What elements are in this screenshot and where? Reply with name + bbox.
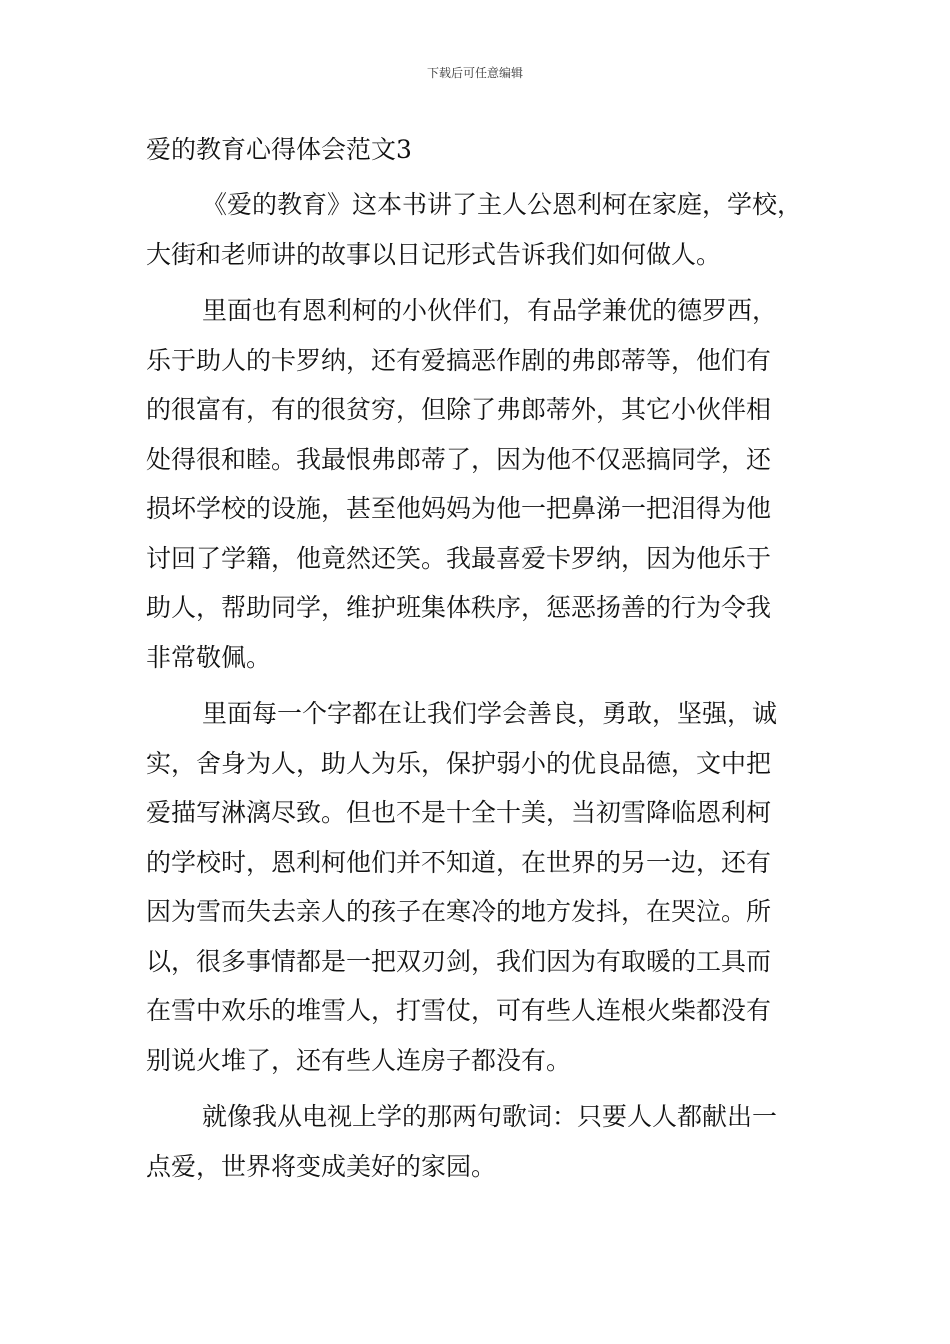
- text-line: 助人，帮助同学，维护班集体秩序，惩恶扬善的行为令我: [146, 593, 772, 622]
- text-line: 处得很和睦。我最恨弗郎蒂了，因为他不仅恶搞同学，还: [146, 444, 772, 474]
- page-header-note: 下载后可任意编辑: [426, 66, 523, 80]
- paragraph-4: [146, 1092, 826, 1191]
- text-line: 大街和老师讲的故事以日记形式告诉我们如何做人。: [146, 239, 722, 269]
- paragraph-2: [146, 286, 826, 682]
- paragraph-3: [146, 689, 826, 1085]
- text-line: 点爱，世界将变成美好的家园。: [146, 1151, 497, 1181]
- text-line: 非常敬佩。: [146, 642, 272, 672]
- document-title: 爱的教育心得体会范文3: [146, 135, 412, 164]
- text-line: 《爱的教育》这本书讲了主人公恩利柯在家庭，学校，: [202, 190, 803, 219]
- text-line: 讨回了学籍，他竟然还笑。我最喜爱卡罗纳，因为他乐于: [146, 543, 772, 573]
- text-line: 实，舍身为人，助人为乐，保护弱小的优良品德，文中把: [146, 748, 772, 778]
- text-line: 爱描写淋漓尽致。但也不是十全十美，当初雪降临恩利柯: [146, 798, 772, 827]
- text-line: 的学校时，恩利柯他们并不知道，在世界的另一边，还有: [146, 847, 772, 877]
- document-body: [146, 180, 826, 1191]
- text-line: 因为雪而失去亲人的孩子在寒冷的地方发抖，在哭泣。所: [146, 897, 772, 926]
- text-line: 别说火堆了，还有些人连房子都没有。: [146, 1045, 572, 1075]
- text-line: 就像我从电视上学的那两句歌词：只要人人都献出一: [202, 1102, 778, 1131]
- paragraph-1: [146, 180, 826, 279]
- text-line: 损坏学校的设施，甚至他妈妈为他一把鼻涕一把泪得为他: [146, 494, 772, 523]
- text-line: 里面每一个字都在让我们学会善良，勇敢，坚强，诚: [202, 699, 778, 728]
- text-line: 以，很多事情都是一把双刃剑，我们因为有取暖的工具而: [146, 946, 772, 976]
- text-line: 乐于助人的卡罗纳，还有爱搞恶作剧的弗郎蒂等，他们有: [146, 345, 772, 375]
- text-line: 的很富有，有的很贫穷，但除了弗郎蒂外，其它小伙伴相: [146, 395, 772, 424]
- text-line: 里面也有恩利柯的小伙伴们，有品学兼优的德罗西，: [202, 296, 778, 325]
- text-line: 在雪中欢乐的堆雪人，打雪仗，可有些人连根火柴都没有: [146, 996, 772, 1025]
